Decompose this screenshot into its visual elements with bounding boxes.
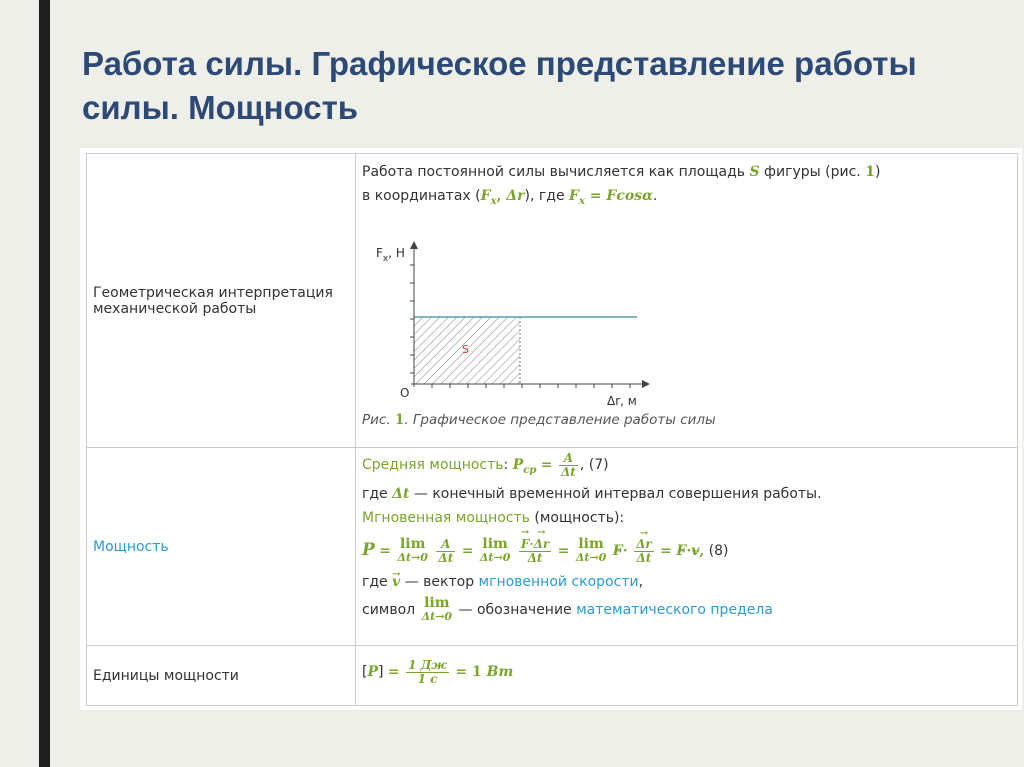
x-axis-arrow-icon <box>642 380 650 388</box>
instant-velocity-link[interactable]: мгновенной скорости <box>478 574 639 590</box>
dt-explanation-line: где Δt — конечный временной интервал совершения работы. <box>362 486 822 502</box>
row-label-units: Единицы мощности <box>93 667 239 684</box>
content-cell <box>356 448 1018 646</box>
figure-caption: Рис. 1. Графическое представление работы силы <box>362 411 716 428</box>
velocity-explanation-line: где v → — вектор мгновенной скорости, <box>362 570 1017 594</box>
slide-left-bar <box>39 0 50 767</box>
instant-power-line: Мгновенная мощность (мощность): <box>362 510 625 526</box>
x-axis-ticks <box>432 384 630 388</box>
instant-power-formula: P = lim Δt→0 $\frac{A}{\Delta t}$ = lim Δt→0 $\frac{F \to\cdot\Delta r \to}{\Delta t}$ = lim Δt→0 F →· $\frac{\Delta r \to}{\Delta t}$ = F →·v →, (8) <box>362 530 1017 570</box>
avg-power-line: Средняя мощность: $P_{ср}$ = $\frac{A}{\Delta t}$ , (7) <box>362 450 609 479</box>
avg-power-fraction: $\frac{A}{\Delta t}$ <box>560 450 576 479</box>
label-cell <box>87 154 356 448</box>
x-axis-label: Δr, м <box>607 394 637 408</box>
math-limit-link[interactable]: математического предела <box>576 602 773 618</box>
table-row-power <box>87 448 1018 646</box>
y-axis-arrow-icon <box>410 241 418 249</box>
label-cell <box>87 646 356 706</box>
row-label-power[interactable]: Мощность <box>93 538 169 555</box>
y-axis-ticks <box>410 265 414 373</box>
area-label: S <box>462 343 469 356</box>
table-row-units <box>87 646 1018 706</box>
origin-label: O <box>400 386 410 400</box>
row-label-geometric: Геометрическая интерпретация механической работы <box>93 284 333 317</box>
work-text-line-1: Работа постоянной силы вычисляется как площадь S фигуры (рис. 1) <box>362 164 881 180</box>
slide-title: Работа силы. Графическое представление работы силы. Мощность <box>82 45 917 126</box>
avg-power-link[interactable]: Средняя мощность <box>362 457 504 473</box>
limit-symbol-line: символ lim Δt→0 — обозначение математического предела <box>362 595 773 623</box>
label-cell <box>87 448 356 646</box>
y-axis-label: $F_x$, Н <box>376 246 405 264</box>
work-text-line-2: в координатах ($F_x$, Δr), где $F_x = Fcos\alpha$. <box>362 188 658 207</box>
content-cell <box>356 646 1018 706</box>
work-graph-figure <box>352 235 652 415</box>
power-unit-formula: [P] = $\frac{1 Дж}{1 с}$ = 1 Вт <box>362 657 514 686</box>
instant-power-link[interactable]: Мгновенная мощность <box>362 510 530 526</box>
